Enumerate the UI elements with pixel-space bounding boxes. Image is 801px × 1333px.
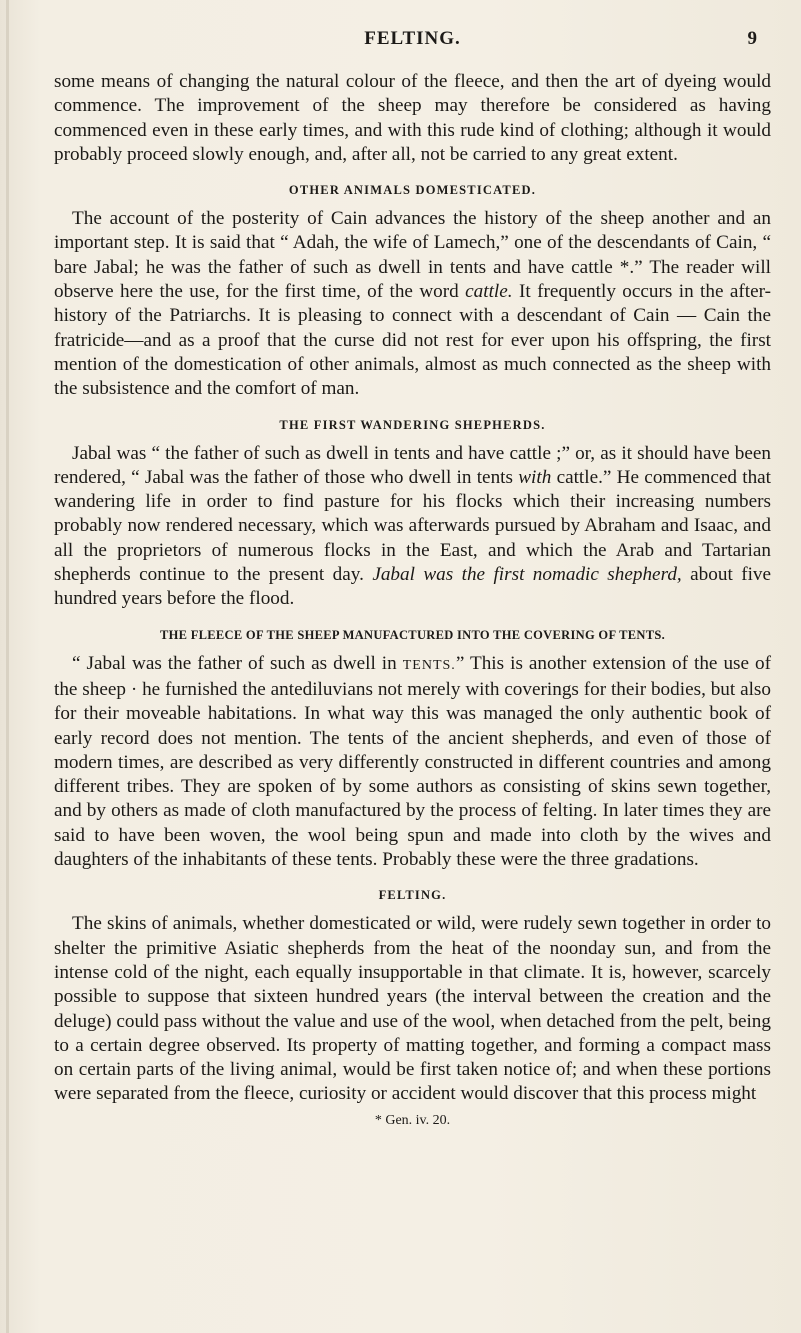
section-heading-fleece-tents: THE FLEECE OF THE SHEEP MANUFACTURED INTO THE COVERING OF TENTS. [159, 627, 666, 642]
paragraph-2 [54, 207, 771, 401]
paragraph-3-italic: with [518, 466, 552, 488]
paragraph-3 [54, 442, 771, 612]
paragraph-2-italic: cattle. [465, 281, 513, 303]
footnote: * Gen. iv. 20. [374, 1112, 451, 1128]
section-heading-wandering-shepherds: THE FIRST WANDERING SHEPHERDS. [279, 417, 546, 432]
paragraph-2-rest: It frequently occurs in the after-history of the Patriarchs. It is pleasing to connect with a descendant of Cain — Cain the fratricide—and as a proof that the curse did not rest for ever upon his offspring, the first mention of the domestication of other animals, almost as much connected as the sheep with the subsistence and the comfort of man. [54, 281, 772, 400]
paragraph-3-mid: cattle.” He commenced that wandering life in order to find pasture for his flocks which their increasing numbers probably now rendered necessary, which was afterwards pursued by Abraham and Isaac, and all the proprietors of numerous flocks in the East, and which the Arab and Tartarian shepherds continue to the present day. [54, 466, 772, 586]
paragraph-3-italic-2: Jabal was the first nomadic shepherd, [372, 564, 682, 586]
page-edge [6, 0, 9, 1333]
paragraph-3-end: about five hundred years before the flood. [54, 564, 772, 610]
paragraph-5: The skins of animals, whether domesticated or wild, were rudely sewn together in order to shelter the primitive Asiatic shepherds from the heat of the noonday sun, and from the intense cold of the night, each equally insupportable in that climate. It is, however, scarcely possible to suppose that sixteen hundred years (the interval between the creation and the deluge) could pass without the value and use of the wool, when detached from the pelt, being to a certain degree observed. Its property of matting together, and forming a compact mass on certain parts of the living animal, would be first taken notice of; and when these portions were separated from the fleece, curiosity or accident would discover that this process might [54, 913, 771, 1105]
paragraph-4 [54, 652, 771, 873]
paragraph-2-text: The account of the posterity of Cain advances the history of the sheep another and an important step. It is said that “ Adah, the wife of Lamech,” one of the descendants of Cain, “ bare Jabal; he was the father of such as dwell in tents and have cattle *.” The reader will observe here the use, for the first time, of the word [54, 208, 771, 303]
section-heading-other-animals: OTHER ANIMALS DOMESTICATED. [288, 183, 537, 198]
paragraph-4-rest: ” This is another extension of the use of the sheep · he furnished the antediluvians not merely with coverings for their bodies, but also for their moveable habitations. In what way this was managed the only authentic book of early record does not mention. The tents of the ancient shepherds, and even of those of modern times, are described as very differently constructed in different countries and among different tribes. They are spoken of by some authors as consisting of skins sewn together, and by others as made of cloth manufactured by the process of felting. In later times they are said to have been woven, the wool being spun and made into cloth by the wives and daughters of the inhabitants of these tents. Probably these were the three gradations. [54, 652, 772, 871]
paragraph-3-text: Jabal was “ the father of such as dwell in tents and have cattle ;” or, as it should have been rendered, “ Jabal was the father of those who dwell in tents [54, 442, 771, 488]
paragraph-4-text: “ Jabal was the father of such as dwell in [72, 652, 397, 674]
running-head [54, 28, 771, 56]
page-number: 9 [747, 28, 757, 49]
paragraph-4-smallcaps: TENTS. [402, 657, 456, 673]
running-title: FELTING. [364, 28, 461, 49]
paragraph-1: some means of changing the natural colour of the fleece, and then the art of dyeing would commence. The improvement of the sheep may therefore be considered as having commenced even in these early times, and with this rude kind of clothing; although it would probably proceed slowly enough, and, after all, not be carried to any great extent. [54, 71, 771, 165]
section-heading-felting: FELTING. [378, 888, 447, 903]
